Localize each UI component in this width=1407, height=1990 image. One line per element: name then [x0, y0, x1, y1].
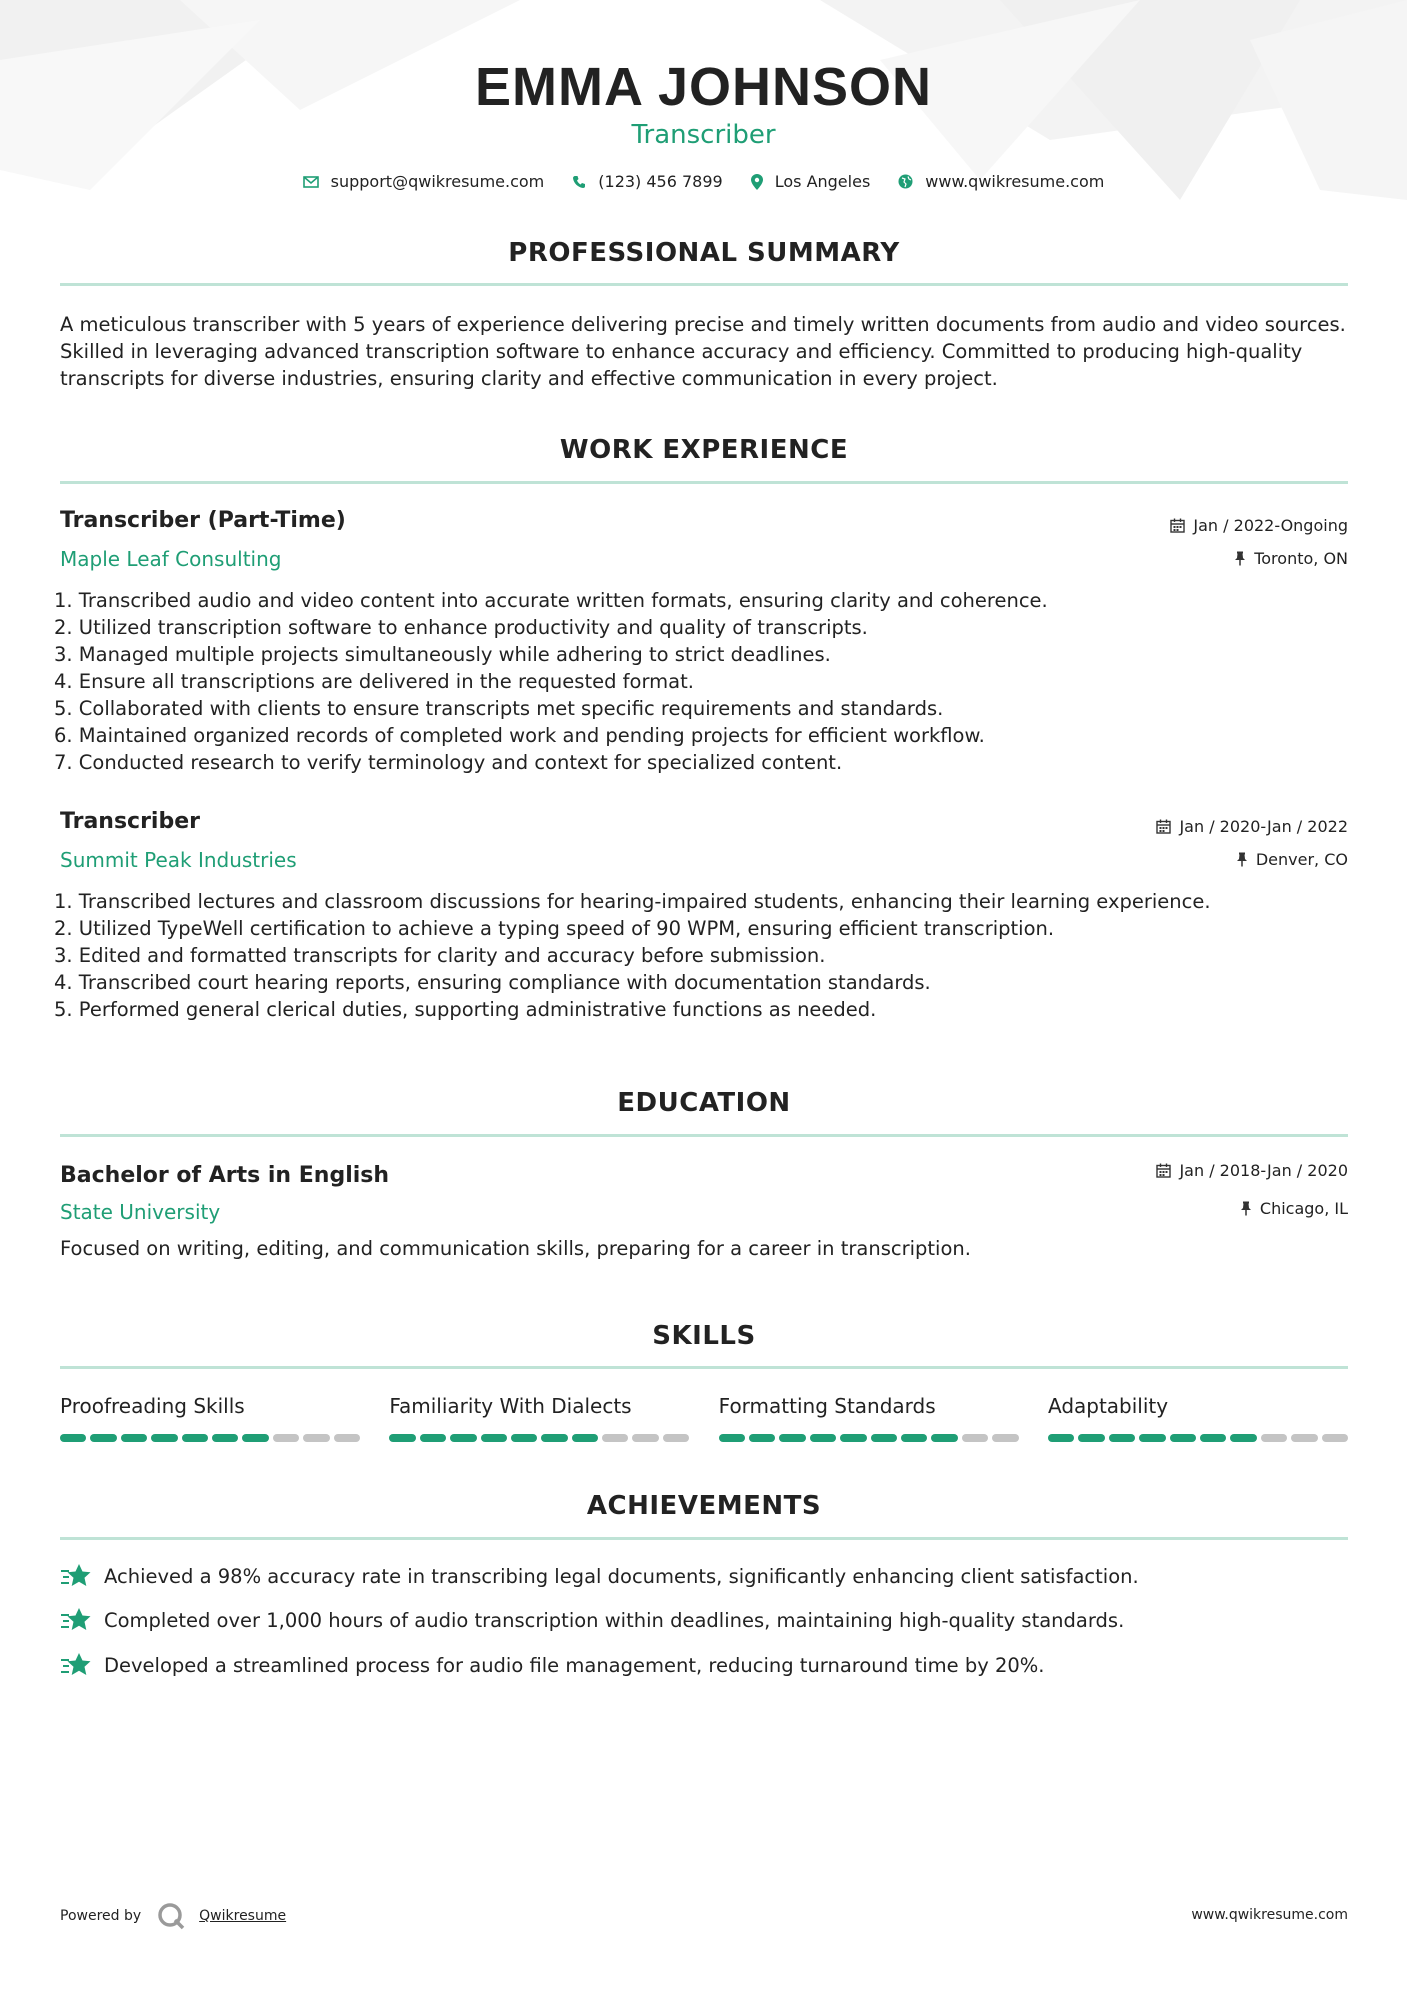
- list-item: 2. Utilized transcription software to enhance productivity and quality of transcripts.: [54, 616, 868, 639]
- skill-dot-empty: [602, 1434, 628, 1442]
- education-dates: [1156, 1161, 1348, 1180]
- skill-dot-filled: [511, 1434, 537, 1442]
- skill-dot-filled: [719, 1434, 745, 1442]
- skill-dot-filled: [1230, 1434, 1256, 1442]
- job-dates: [1156, 817, 1348, 836]
- globe-icon: [898, 174, 913, 189]
- job-dates-text: Jan / 2022-Ongoing: [1193, 516, 1348, 535]
- skill-name: Formatting Standards: [718, 1394, 936, 1418]
- skill-rating: [719, 1434, 1019, 1442]
- job-company: Maple Leaf Consulting: [60, 547, 282, 571]
- list-item: 5. Collaborated with clients to ensure transcripts met specific requirements and standards.: [54, 697, 944, 720]
- pushpin-icon: [1240, 1201, 1252, 1216]
- skill-dot-filled: [810, 1434, 836, 1442]
- skill-dot-filled: [749, 1434, 775, 1442]
- skill-dot-empty: [632, 1434, 658, 1442]
- skill-dot-filled: [481, 1434, 507, 1442]
- education-location-text: Chicago, IL: [1259, 1199, 1348, 1218]
- skill-dot-filled: [572, 1434, 598, 1442]
- list-item: 1. Transcribed lectures and classroom discussions for hearing-impaired students, enhancing their learning experience.: [54, 890, 1211, 913]
- skill-dot-empty: [303, 1434, 329, 1442]
- contact-location-text: Los Angeles: [774, 172, 871, 191]
- skill-dot-filled: [420, 1434, 446, 1442]
- skill-dot-filled: [840, 1434, 866, 1442]
- skill-dot-filled: [151, 1434, 177, 1442]
- star-icon: [60, 1563, 92, 1589]
- calendar-icon: [1156, 1163, 1171, 1178]
- contact-location: [751, 172, 871, 191]
- skill-dot-filled: [779, 1434, 805, 1442]
- list-item: 4. Transcribed court hearing reports, ensuring compliance with documentation standards.: [54, 971, 931, 994]
- achievement-text: Developed a streamlined process for audio file management, reducing turnaround time by 20%.: [104, 1653, 1045, 1677]
- skill-dot-filled: [90, 1434, 116, 1442]
- skill-dot-filled: [242, 1434, 268, 1442]
- contact-website[interactable]: [898, 172, 1104, 191]
- job-title: Transcriber: [60, 809, 200, 834]
- calendar-icon: [1170, 518, 1185, 533]
- qwikresume-logo-icon: [157, 1902, 187, 1930]
- skill-dot-empty: [1261, 1434, 1287, 1442]
- map-pin-icon: [751, 174, 763, 190]
- star-icon: [60, 1652, 92, 1678]
- skills-divider: [60, 1366, 1348, 1369]
- skill-dot-filled: [389, 1434, 415, 1442]
- contact-website-text: www.qwikresume.com: [925, 172, 1105, 191]
- experience-heading: WORK EXPERIENCE: [559, 435, 849, 465]
- list-item: 6. Maintained organized records of completed work and pending projects for efficient workflow.: [54, 724, 985, 747]
- contact-bar: [0, 172, 1407, 191]
- skill-dot-filled: [212, 1434, 238, 1442]
- achievement-item: [60, 1563, 1350, 1589]
- skill-dot-filled: [1048, 1434, 1074, 1442]
- achievement-item: [60, 1607, 1350, 1633]
- contact-email[interactable]: [303, 172, 545, 191]
- skill-item: [1048, 1394, 1348, 1442]
- achievements-heading: ACHIEVEMENTS: [586, 1491, 822, 1521]
- job-location: [1234, 549, 1348, 568]
- skill-dot-filled: [121, 1434, 147, 1442]
- experience-divider: [60, 481, 1348, 484]
- footer-powered-by: [60, 1902, 286, 1930]
- summary-divider: [60, 283, 1348, 286]
- skill-dot-empty: [273, 1434, 299, 1442]
- skill-dot-empty: [334, 1434, 360, 1442]
- education-location: [1240, 1199, 1348, 1218]
- skill-rating: [60, 1434, 360, 1442]
- skill-dot-empty: [992, 1434, 1018, 1442]
- list-item: 5. Performed general clerical duties, supporting administrative functions as needed.: [54, 998, 877, 1021]
- achievements-divider: [60, 1537, 1348, 1540]
- qwikresume-link[interactable]: Qwikresume: [199, 1908, 287, 1924]
- job-dates: [1170, 516, 1348, 535]
- achievement-item: [60, 1652, 1350, 1678]
- job-company: Summit Peak Industries: [60, 848, 297, 872]
- education-heading: EDUCATION: [617, 1088, 791, 1118]
- candidate-name: EMMA JOHNSON: [474, 57, 933, 117]
- skill-dot-filled: [931, 1434, 957, 1442]
- education-description: Focused on writing, editing, and communication skills, preparing for a career in transcription.: [60, 1237, 971, 1260]
- skill-dot-filled: [182, 1434, 208, 1442]
- star-icon: [60, 1607, 92, 1633]
- job-title: Transcriber (Part-Time): [60, 508, 346, 533]
- list-item: 7. Conducted research to verify terminology and context for specialized content.: [54, 751, 843, 774]
- job-dates-text: Jan / 2020-Jan / 2022: [1179, 817, 1348, 836]
- skill-dot-filled: [60, 1434, 86, 1442]
- skill-dot-filled: [541, 1434, 567, 1442]
- contact-phone[interactable]: [572, 172, 722, 191]
- contact-email-text: support@qwikresume.com: [330, 172, 545, 191]
- skill-dot-filled: [1139, 1434, 1165, 1442]
- candidate-title: Transcriber: [631, 120, 776, 150]
- calendar-icon: [1156, 819, 1171, 834]
- summary-text: A meticulous transcriber with 5 years of experience delivering precise and timely written documents from audio and video sources. Skilled in leveraging advanced transcription software to enhance accuracy and efficiency. Committed to producing high-quality transcripts for diverse industries, ensuring clarity and effective communication in every project.: [60, 313, 1346, 390]
- skill-dot-empty: [962, 1434, 988, 1442]
- skill-dot-filled: [1170, 1434, 1196, 1442]
- education-dates-text: Jan / 2018-Jan / 2020: [1179, 1161, 1348, 1180]
- skill-dot-empty: [1291, 1434, 1317, 1442]
- skill-name: Familiarity With Dialects: [389, 1394, 632, 1418]
- list-item: 2. Utilized TypeWell certification to achieve a typing speed of 90 WPM, ensuring efficient transcription.: [54, 917, 1055, 940]
- envelope-icon: [303, 176, 319, 188]
- pushpin-icon: [1236, 852, 1248, 867]
- skill-name: Proofreading Skills: [60, 1394, 245, 1418]
- education-degree: Bachelor of Arts in English: [60, 1163, 390, 1188]
- list-item: 3. Managed multiple projects simultaneously while adhering to strict deadlines.: [54, 643, 831, 666]
- skill-item: [719, 1394, 1019, 1442]
- skill-dot-filled: [1078, 1434, 1104, 1442]
- skill-item: [389, 1394, 689, 1442]
- list-item: 3. Edited and formatted transcripts for clarity and accuracy before submission.: [54, 944, 826, 967]
- powered-by-label: Powered by: [60, 1908, 142, 1924]
- job-bullet-list: [54, 587, 1344, 776]
- skill-dot-filled: [901, 1434, 927, 1442]
- list-item: 1. Transcribed audio and video content into accurate written formats, ensuring clarity and coherence.: [54, 589, 1048, 612]
- job-location-text: Toronto, ON: [1254, 549, 1348, 568]
- skill-rating: [1048, 1434, 1348, 1442]
- skill-name: Adaptability: [1047, 1394, 1169, 1418]
- skills-heading: SKILLS: [652, 1321, 756, 1351]
- job-bullet-list: [54, 888, 1344, 1023]
- skills-grid: [60, 1394, 1348, 1442]
- skill-dot-filled: [450, 1434, 476, 1442]
- job-location-text: Denver, CO: [1255, 850, 1348, 869]
- skill-dot-filled: [871, 1434, 897, 1442]
- skill-dot-filled: [1109, 1434, 1135, 1442]
- skill-rating: [389, 1434, 689, 1442]
- education-school: State University: [60, 1200, 221, 1224]
- skill-dot-empty: [663, 1434, 689, 1442]
- phone-icon: [572, 175, 586, 189]
- list-item: 4. Ensure all transcriptions are delivered in the requested format.: [54, 670, 694, 693]
- achievement-text: Completed over 1,000 hours of audio transcription within deadlines, maintaining high-quality standards.: [104, 1608, 1125, 1632]
- footer-website[interactable]: www.qwikresume.com: [1191, 1907, 1348, 1923]
- contact-phone-text: (123) 456 7899: [598, 172, 723, 191]
- skill-dot-empty: [1322, 1434, 1348, 1442]
- skill-item: [60, 1394, 360, 1442]
- pushpin-icon: [1234, 551, 1246, 566]
- education-divider: [60, 1134, 1348, 1137]
- job-location: [1236, 850, 1348, 869]
- summary-heading: PROFESSIONAL SUMMARY: [508, 238, 900, 268]
- skill-dot-filled: [1200, 1434, 1226, 1442]
- achievement-text: Achieved a 98% accuracy rate in transcribing legal documents, significantly enhancing client satisfaction.: [104, 1564, 1139, 1588]
